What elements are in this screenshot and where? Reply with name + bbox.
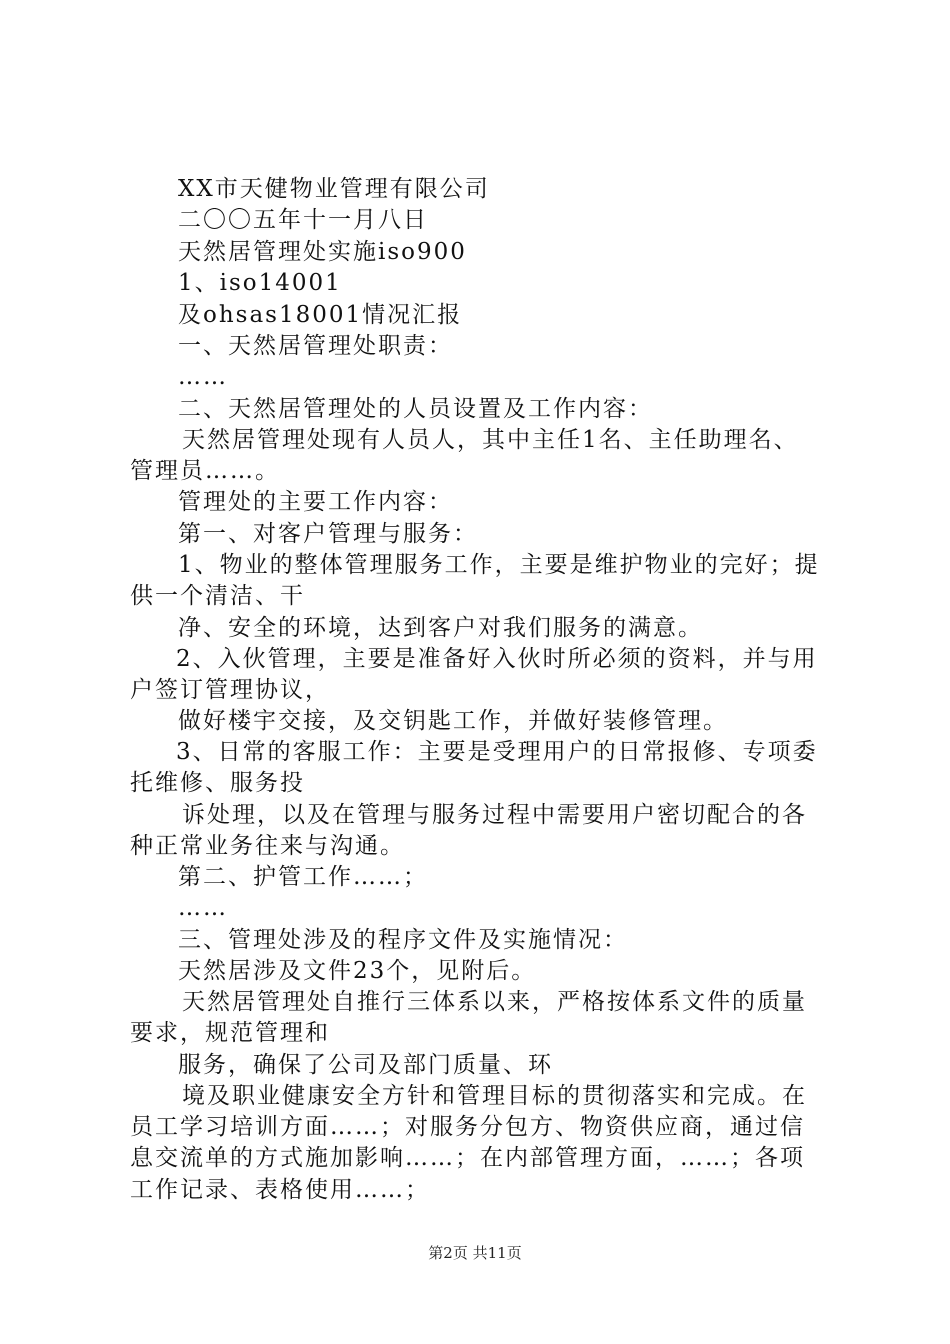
date-line: 二〇〇五年十一月八日	[178, 207, 428, 233]
paragraph-line: 诉处理，以及在管理与服务过程中需要用户密切配合的各	[182, 802, 807, 828]
paragraph-line: 员工学习培训方面……；对服务分包方、物资供应商，通过信	[130, 1114, 805, 1140]
paragraph-line: 托维修、服务投	[130, 770, 305, 796]
paragraph-line: 要求，规范管理和	[130, 1020, 330, 1046]
paragraph-line: 境及职业健康安全方针和管理目标的贯彻落实和完成。在	[182, 1083, 807, 1109]
paragraph-line: 3、日常的客服工作：主要是受理用户的日常报修、专项委	[176, 739, 818, 765]
paragraph-line: 种正常业务往来与沟通。	[130, 833, 405, 859]
ellipsis-line: ……	[178, 364, 228, 390]
paragraph-line: 做好楼宇交接，及交钥匙工作，并做好装修管理。	[178, 708, 728, 734]
paragraph-line: 息交流单的方式施加影响……；在内部管理方面，……；各项	[130, 1145, 805, 1171]
ellipsis-line: ……	[178, 895, 228, 921]
section-2-heading: 二、天然居管理处的人员设置及工作内容：	[178, 396, 653, 422]
page-number-footer: 第2页 共11页	[428, 1244, 522, 1262]
section-1-heading: 一、天然居管理处职责：	[178, 333, 453, 359]
paragraph-line: 天然居管理处现有人员人，其中主任1名、主任助理名、	[182, 427, 799, 453]
company-name-line: XX市天健物业管理有限公司	[178, 176, 490, 202]
subheading-line: 第二、护管工作……；	[178, 864, 428, 890]
subheading-line: 第一、对客户管理与服务：	[178, 521, 478, 547]
paragraph-line: 净、安全的环境，达到客户对我们服务的满意。	[178, 615, 703, 641]
paragraph-line: 天然居管理处自推行三体系以来，严格按体系文件的质量	[182, 989, 807, 1015]
report-title-line-1: 天然居管理处实施iso900	[178, 239, 467, 265]
paragraph-line: 工作记录、表格使用……；	[130, 1177, 430, 1203]
paragraph-line: 天然居涉及文件23个，见附后。	[178, 958, 537, 984]
subheading-line: 管理处的主要工作内容：	[178, 489, 453, 515]
paragraph-line: 管理员……。	[130, 458, 280, 484]
section-3-heading: 三、管理处涉及的程序文件及实施情况：	[178, 927, 628, 953]
report-title-line-2: 1、iso14001	[178, 270, 342, 296]
paragraph-line: 2、入伙管理，主要是准备好入伙时所必须的资料，并与用	[176, 646, 818, 672]
paragraph-line: 服务，确保了公司及部门质量、环	[178, 1052, 553, 1078]
paragraph-line: 户签订管理协议，	[130, 677, 330, 703]
paragraph-line: 供一个清洁、干	[130, 583, 305, 609]
report-title-line-3: 及ohsas18001情况汇报	[178, 302, 463, 328]
paragraph-line: 1、物业的整体管理服务工作，主要是维护物业的完好；提	[178, 552, 820, 578]
